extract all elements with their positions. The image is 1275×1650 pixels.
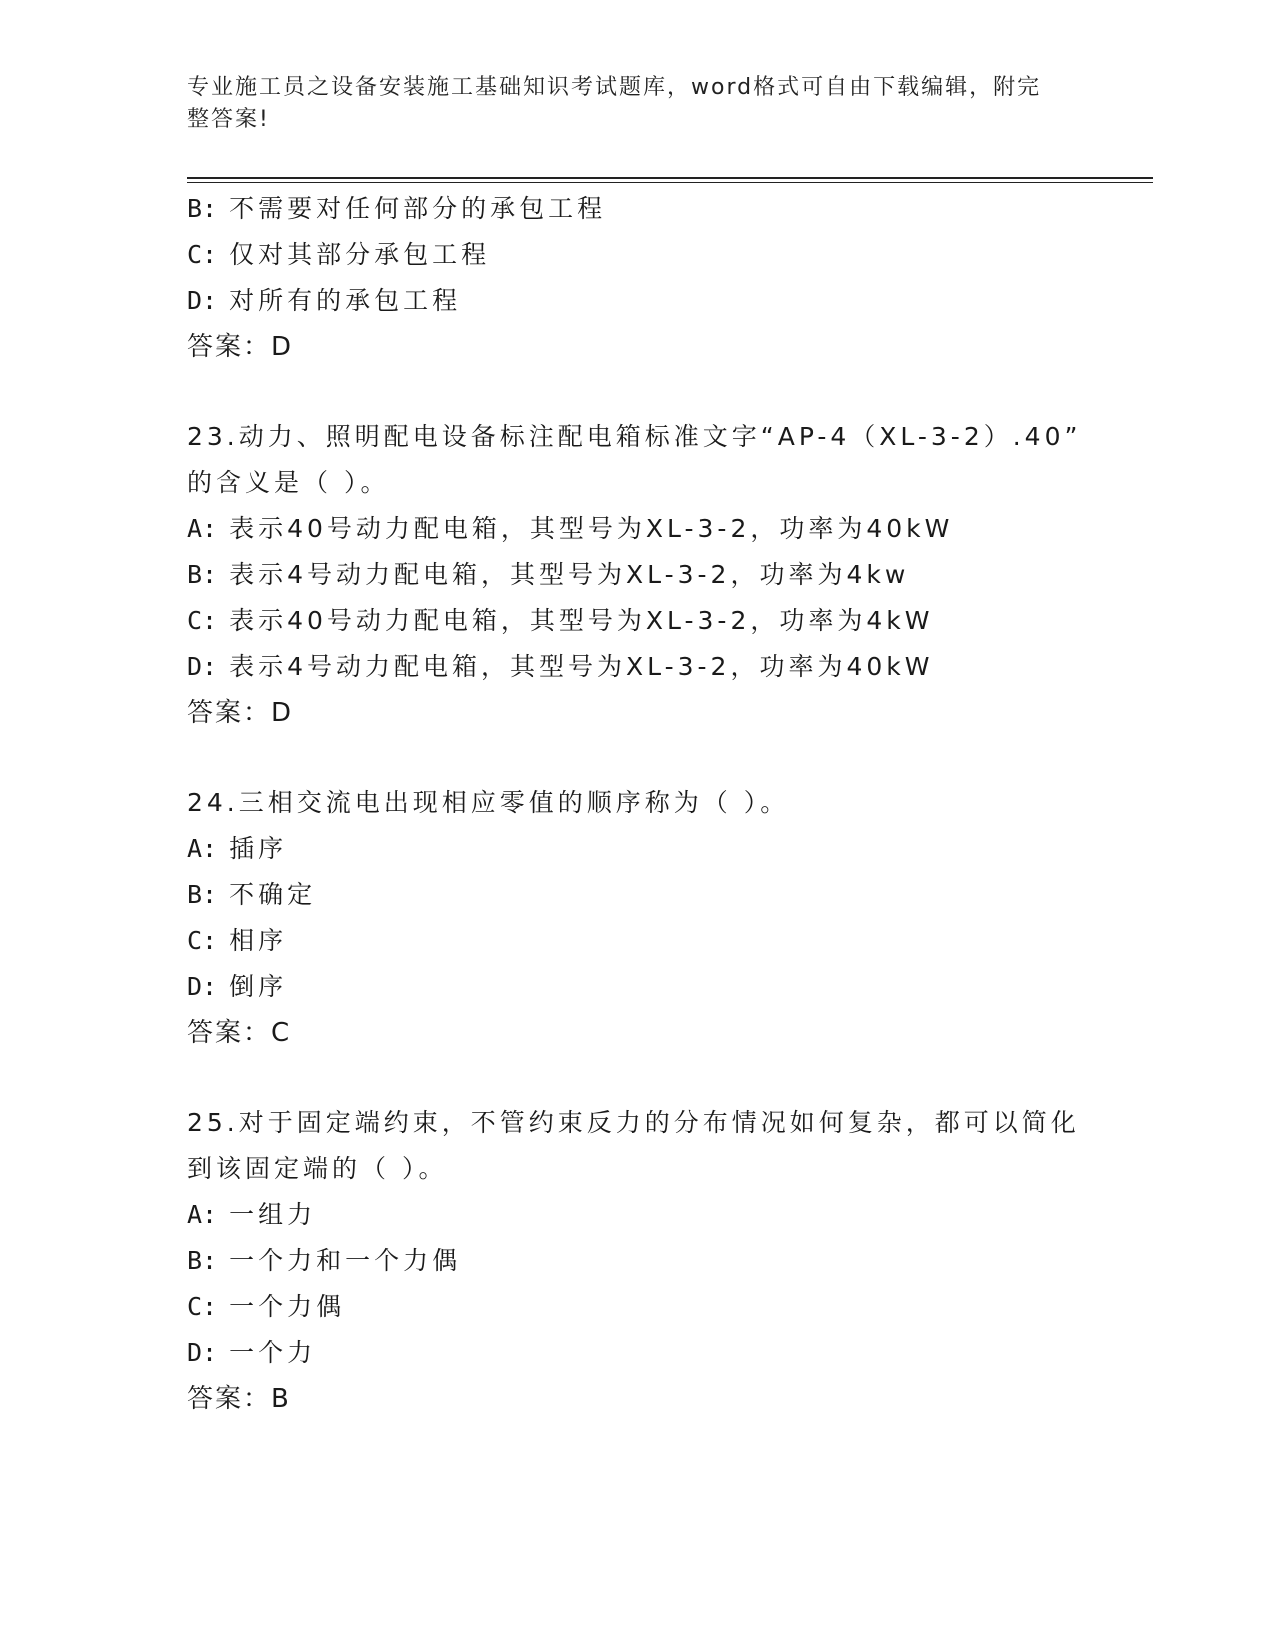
option-c: C: 表示40号动力配电箱，其型号为XL-3-2，功率为4kW bbox=[187, 606, 934, 635]
option-d: D: 对所有的承包工程 bbox=[187, 286, 462, 315]
option-c: C: 相序 bbox=[187, 926, 288, 955]
question-stem: 24.三相交流电出现相应零值的顺序称为（ ）。 bbox=[187, 788, 790, 817]
question-stem: 25.对于固定端约束，不管约束反力的分布情况如何复杂，都可以简化 到该固定端的（ ）。 bbox=[187, 1108, 1080, 1183]
option-a: A: 表示40号动力配电箱，其型号为XL-3-2，功率为40kW bbox=[187, 514, 954, 543]
header-line-1: 专业施工员之设备安装施工基础知识考试题库，word格式可自由下载编辑，附完 bbox=[187, 75, 1042, 100]
question-23 bbox=[187, 414, 1087, 736]
option-a: A: 插序 bbox=[187, 834, 288, 863]
page-header bbox=[187, 72, 1067, 136]
answer-line: 答案：B bbox=[187, 1384, 290, 1414]
header-rule-thin bbox=[187, 182, 1153, 183]
option-b: B: 表示4号动力配电箱，其型号为XL-3-2，功率为4kw bbox=[187, 560, 910, 589]
answer-line: 答案：D bbox=[187, 332, 293, 362]
question-25 bbox=[187, 1100, 1087, 1422]
option-c: C: 一个力偶 bbox=[187, 1292, 346, 1321]
answer-line: 答案：C bbox=[187, 1018, 291, 1048]
option-b: B: 不确定 bbox=[187, 880, 317, 909]
option-b: B: 不需要对任何部分的承包工程 bbox=[187, 194, 607, 223]
answer-value: C bbox=[271, 1018, 291, 1048]
answer-line: 答案：D bbox=[187, 698, 293, 728]
answer-value: B bbox=[271, 1384, 290, 1414]
option-d: D: 一个力 bbox=[187, 1338, 317, 1367]
header-line-2: 整答案! bbox=[187, 107, 270, 132]
option-b: B: 一个力和一个力偶 bbox=[187, 1246, 462, 1275]
question-22 bbox=[187, 186, 1087, 370]
option-d: D: 表示4号动力配电箱，其型号为XL-3-2，功率为40kW bbox=[187, 652, 934, 681]
header-rule-thick bbox=[187, 177, 1153, 179]
option-a: A: 一组力 bbox=[187, 1200, 317, 1229]
question-list bbox=[187, 186, 1087, 1422]
option-d: D: 倒序 bbox=[187, 972, 288, 1001]
question-stem: 23.动力、照明配电设备标注配电箱标准文字“AP-4（XL-3-2）.40” 的含义是（ ）。 bbox=[187, 422, 1082, 497]
answer-value: D bbox=[271, 332, 293, 362]
question-24 bbox=[187, 780, 1087, 1056]
option-c: C: 仅对其部分承包工程 bbox=[187, 240, 491, 269]
answer-value: D bbox=[271, 698, 293, 728]
